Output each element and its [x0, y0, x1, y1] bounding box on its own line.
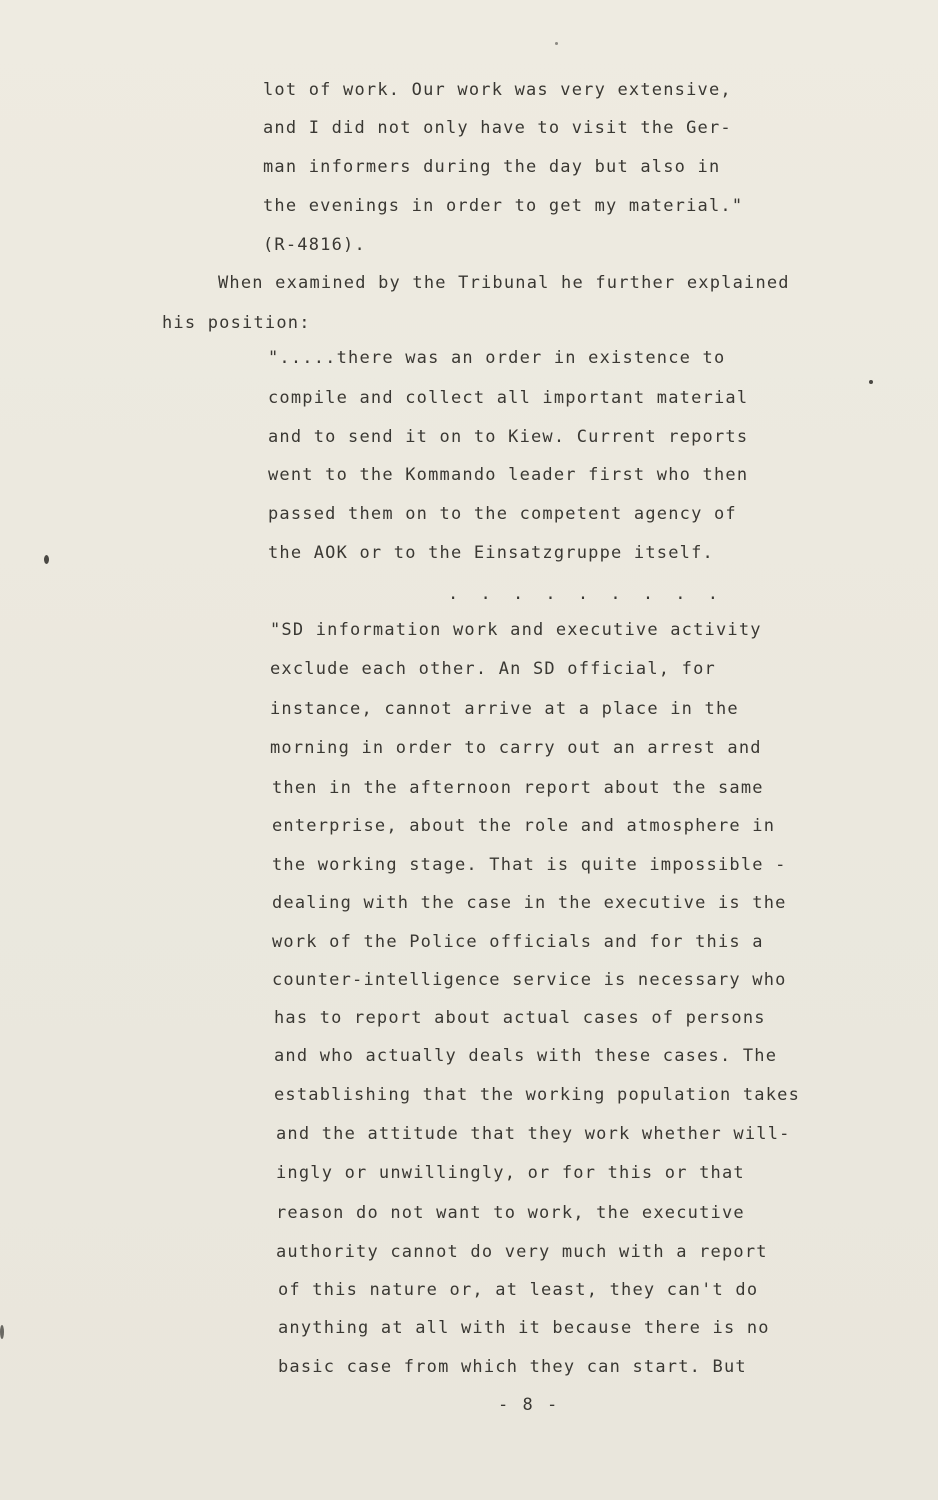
- text-line: has to report about actual cases of persons: [274, 1008, 766, 1028]
- text-line: morning in order to carry out an arrest and: [270, 738, 762, 758]
- scan-speck: [0, 1325, 4, 1339]
- text-line: the AOK or to the Einsatzgruppe itself.: [268, 543, 714, 563]
- text-line: instance, cannot arrive at a place in the: [270, 699, 739, 719]
- text-line: (R-4816).: [263, 235, 366, 255]
- text-line: the evenings in order to get my material.": [263, 196, 744, 216]
- text-line: and who actually deals with these cases. The: [274, 1046, 778, 1066]
- text-line: reason do not want to work, the executive: [276, 1203, 745, 1223]
- text-line: compile and collect all important material: [268, 388, 749, 408]
- text-line: and to send it on to Kiew. Current reports: [268, 427, 749, 447]
- text-line: dealing with the case in the executive is the: [272, 893, 787, 913]
- text-line: the working stage. That is quite impossible -: [272, 855, 787, 875]
- text-line: ingly or unwillingly, or for this or that: [276, 1163, 745, 1183]
- text-line: work of the Police officials and for this a: [272, 932, 764, 952]
- text-line: anything at all with it because there is no: [278, 1318, 770, 1338]
- text-line: "SD information work and executive activity: [270, 620, 762, 640]
- text-line: his position:: [162, 313, 311, 333]
- text-line: exclude each other. An SD official, for: [270, 659, 716, 679]
- text-line: establishing that the working population takes: [274, 1085, 801, 1105]
- text-line: When examined by the Tribunal he further explained: [218, 273, 790, 293]
- scan-speck: [44, 555, 49, 564]
- text-line: basic case from which they can start. But: [278, 1357, 747, 1377]
- scan-speck: [869, 380, 873, 384]
- text-line: of this nature or, at least, they can't do: [278, 1280, 759, 1300]
- text-line: and the attitude that they work whether will-: [276, 1124, 791, 1144]
- text-line: lot of work. Our work was very extensive,: [263, 80, 732, 100]
- text-line: ".....there was an order in existence to: [268, 348, 726, 368]
- text-line: and I did not only have to visit the Ger-: [263, 118, 732, 138]
- text-line: counter-intelligence service is necessary who: [272, 970, 787, 990]
- text-line: passed them on to the competent agency of: [268, 504, 737, 524]
- page-number: - 8 -: [498, 1395, 560, 1415]
- text-line: authority cannot do very much with a report: [276, 1242, 768, 1262]
- text-line: then in the afternoon report about the same: [272, 778, 764, 798]
- text-line: enterprise, about the role and atmosphere in: [272, 816, 776, 836]
- scan-speck: [555, 42, 558, 45]
- text-line: man informers during the day but also in: [263, 157, 721, 177]
- ellipsis-separator: . . . . . . . . .: [448, 584, 724, 604]
- text-line: went to the Kommando leader first who then: [268, 465, 749, 485]
